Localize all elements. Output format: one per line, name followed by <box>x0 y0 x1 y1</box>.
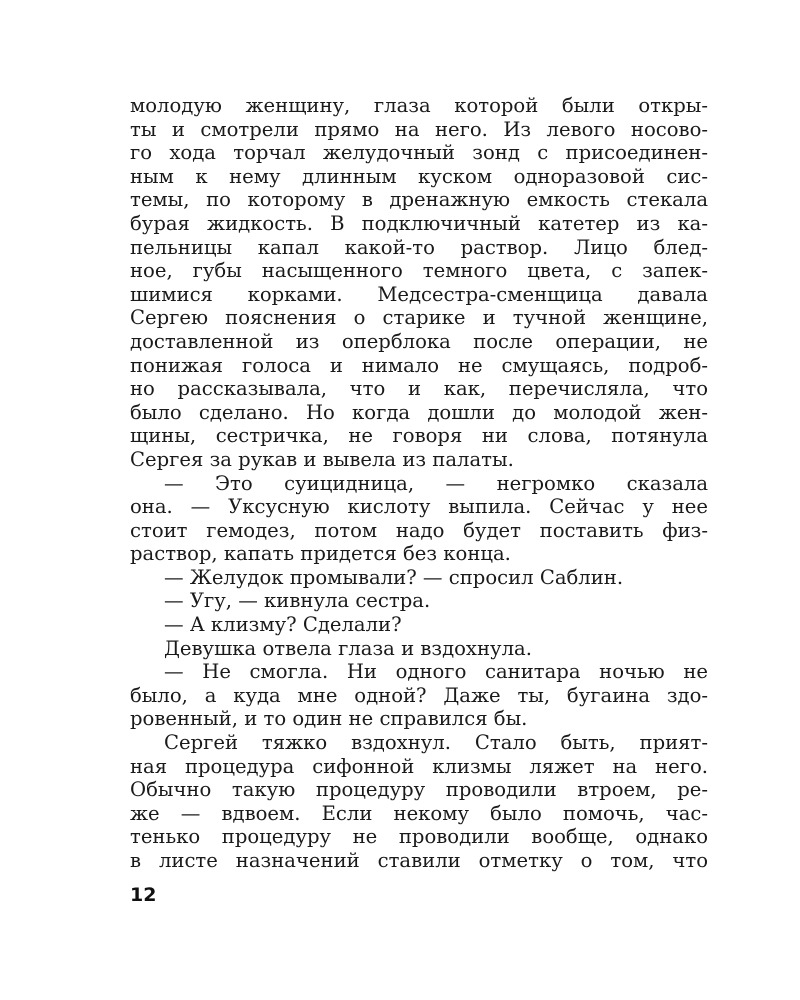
text-line: было сделано. Но когда дошли до молодой жен- <box>130 400 708 424</box>
text-line: Обычно такую процедуру проводили втроем, ре- <box>130 778 708 802</box>
text-line: Девушка отвела глаза и вздохнула. <box>164 636 532 660</box>
text-line: но рассказывала, что и как, перечисляла, что <box>130 377 708 401</box>
text-line: раствор, капать придется без конца. <box>130 542 511 566</box>
body-text <box>130 94 708 873</box>
page-number: 12 <box>130 884 157 906</box>
text-line: ное, губы насыщенного темного цвета, с запек- <box>130 259 708 283</box>
text-line: ным к нему длинным куском одноразовой сис- <box>130 164 708 188</box>
text-line: понижая голоса и нимало не смущаясь, подроб- <box>130 353 708 377</box>
text-line: — Не смогла. Ни одного санитара ночью не <box>164 660 708 684</box>
text-line: в листе назначений ставили отметку о том, что <box>130 849 708 872</box>
text-line: темы, по которому в дренажную емкость стекала <box>130 188 708 212</box>
text-line: стоит гемодез, потом надо будет поставить физ- <box>130 518 708 542</box>
text-line: — А клизму? Сделали? <box>164 613 402 637</box>
text-line: Сергею пояснения о старике и тучной женщине, <box>130 306 708 330</box>
text-line: — Желудок промывали? — спросил Саблин. <box>164 565 624 589</box>
text-line: ная процедура сифонной клизмы ляжет на него. <box>130 754 708 778</box>
text-line: Сергей тяжко вздохнул. Стало быть, прият- <box>164 731 708 755</box>
text-line: го хода торчал желудочный зонд с присоединен- <box>130 141 708 165</box>
text-line: шимися корками. Медсестра-сменщица давала <box>130 282 708 306</box>
text-line: доставленной из оперблока после операции, не <box>130 329 708 353</box>
text-line: пельницы капал какой-то раствор. Лицо блед- <box>130 235 708 259</box>
text-line: тенько процедуру не проводили вообще, однако <box>130 825 708 849</box>
text-line: молодую женщину, глаза которой были откры- <box>130 94 708 117</box>
text-line: Сергея за рукав и вывела из палаты. <box>130 447 514 471</box>
text-line: щины, сестричка, не говоря ни слова, потянула <box>130 424 708 448</box>
text-line: ты и смотрели прямо на него. Из левого носово- <box>130 117 708 141</box>
text-line: было, а куда мне одной? Даже ты, бугаина здо- <box>130 683 708 707</box>
text-line: — Это суицидница, — негромко сказала <box>164 471 708 495</box>
text-line: же — вдвоем. Если некому было помочь, час- <box>130 801 708 825</box>
text-line: бурая жидкость. В подключичный катетер из ка- <box>130 211 708 235</box>
text-line: ровенный, и то один не справился бы. <box>130 707 528 731</box>
text-line: — Угу, — кивнула сестра. <box>164 589 431 613</box>
text-line: она. — Уксусную кислоту выпила. Сейчас у нее <box>130 495 708 519</box>
